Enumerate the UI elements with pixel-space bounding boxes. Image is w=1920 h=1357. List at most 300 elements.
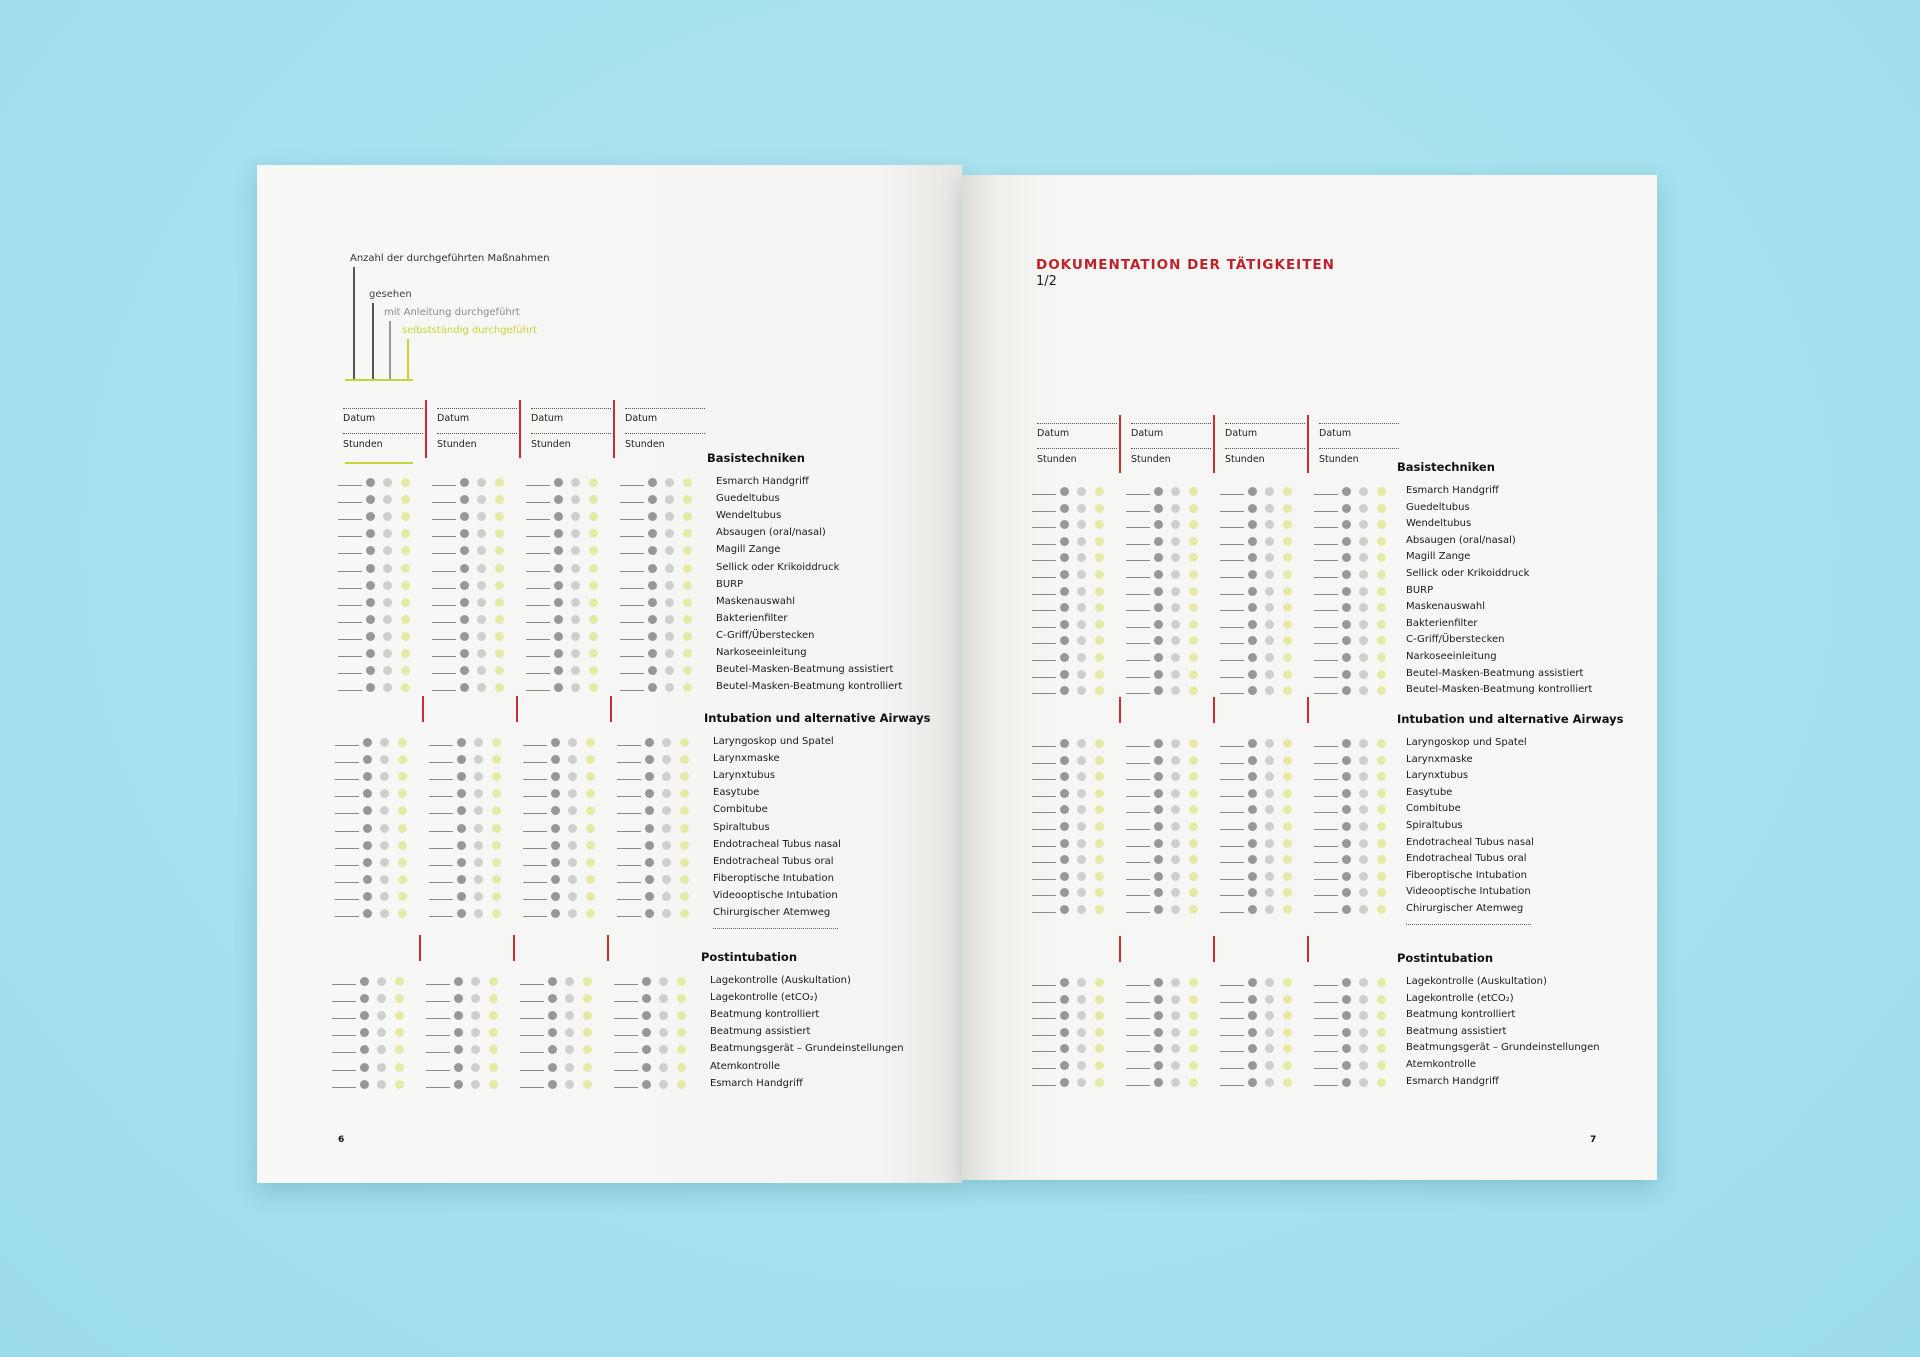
independent-dot[interactable] (1189, 872, 1198, 881)
independent-dot[interactable] (683, 529, 692, 538)
seen-dot[interactable] (1342, 739, 1351, 748)
count-input[interactable] (1314, 862, 1338, 863)
guided-dot[interactable] (1077, 905, 1086, 914)
seen-dot[interactable] (1060, 756, 1069, 765)
seen-dot[interactable] (457, 755, 466, 764)
count-input[interactable] (1314, 560, 1338, 561)
guided-dot[interactable] (1359, 603, 1368, 612)
count-input[interactable] (1220, 594, 1244, 595)
guided-dot[interactable] (1265, 504, 1274, 513)
count-input[interactable] (1220, 643, 1244, 644)
guided-dot[interactable] (1359, 504, 1368, 513)
seen-dot[interactable] (363, 806, 372, 815)
independent-dot[interactable] (680, 738, 689, 747)
independent-dot[interactable] (1095, 686, 1104, 695)
independent-dot[interactable] (495, 666, 504, 675)
count-input[interactable] (335, 745, 359, 746)
guided-dot[interactable] (665, 495, 674, 504)
count-input[interactable] (1314, 544, 1338, 545)
seen-dot[interactable] (1248, 905, 1257, 914)
guided-dot[interactable] (1077, 855, 1086, 864)
guided-dot[interactable] (377, 1063, 386, 1072)
seen-dot[interactable] (1342, 772, 1351, 781)
independent-dot[interactable] (680, 806, 689, 815)
seen-dot[interactable] (551, 824, 560, 833)
seen-dot[interactable] (457, 858, 466, 867)
independent-dot[interactable] (1095, 739, 1104, 748)
guided-dot[interactable] (565, 1028, 574, 1037)
independent-dot[interactable] (1189, 805, 1198, 814)
guided-dot[interactable] (568, 824, 577, 833)
guided-dot[interactable] (477, 615, 486, 624)
count-input[interactable] (526, 553, 550, 554)
count-input[interactable] (332, 1001, 356, 1002)
independent-dot[interactable] (1377, 789, 1386, 798)
seen-dot[interactable] (1342, 520, 1351, 529)
guided-dot[interactable] (565, 994, 574, 1003)
count-input[interactable] (620, 553, 644, 554)
count-input[interactable] (1126, 511, 1150, 512)
guided-dot[interactable] (1359, 620, 1368, 629)
independent-dot[interactable] (492, 909, 501, 918)
independent-dot[interactable] (395, 994, 404, 1003)
guided-dot[interactable] (665, 615, 674, 624)
independent-dot[interactable] (1095, 789, 1104, 798)
independent-dot[interactable] (677, 1028, 686, 1037)
guided-dot[interactable] (471, 994, 480, 1003)
count-input[interactable] (520, 1001, 544, 1002)
count-input[interactable] (432, 690, 456, 691)
count-input[interactable] (1032, 763, 1056, 764)
independent-dot[interactable] (680, 858, 689, 867)
independent-dot[interactable] (1377, 1044, 1386, 1053)
guided-dot[interactable] (659, 1063, 668, 1072)
guided-dot[interactable] (565, 1063, 574, 1072)
count-input[interactable] (1220, 677, 1244, 678)
independent-dot[interactable] (1283, 520, 1292, 529)
count-input[interactable] (1220, 779, 1244, 780)
guided-dot[interactable] (1359, 995, 1368, 1004)
guided-dot[interactable] (571, 649, 580, 658)
independent-dot[interactable] (589, 615, 598, 624)
guided-dot[interactable] (1359, 1044, 1368, 1053)
guided-dot[interactable] (1265, 839, 1274, 848)
guided-dot[interactable] (568, 806, 577, 815)
seen-dot[interactable] (551, 806, 560, 815)
count-input[interactable] (617, 796, 641, 797)
independent-dot[interactable] (680, 789, 689, 798)
independent-dot[interactable] (1283, 789, 1292, 798)
count-input[interactable] (1220, 1068, 1244, 1069)
independent-dot[interactable] (680, 824, 689, 833)
seen-dot[interactable] (1248, 839, 1257, 848)
seen-dot[interactable] (551, 738, 560, 747)
seen-dot[interactable] (363, 858, 372, 867)
seen-dot[interactable] (1248, 805, 1257, 814)
seen-dot[interactable] (457, 892, 466, 901)
seen-dot[interactable] (457, 841, 466, 850)
independent-dot[interactable] (1377, 520, 1386, 529)
seen-dot[interactable] (554, 598, 563, 607)
seen-dot[interactable] (554, 512, 563, 521)
seen-dot[interactable] (1154, 587, 1163, 596)
independent-dot[interactable] (1095, 520, 1104, 529)
seen-dot[interactable] (457, 909, 466, 918)
guided-dot[interactable] (477, 649, 486, 658)
independent-dot[interactable] (1189, 855, 1198, 864)
independent-dot[interactable] (1377, 855, 1386, 864)
independent-dot[interactable] (1095, 636, 1104, 645)
independent-dot[interactable] (398, 789, 407, 798)
guided-dot[interactable] (1171, 789, 1180, 798)
independent-dot[interactable] (1377, 570, 1386, 579)
independent-dot[interactable] (401, 546, 410, 555)
independent-dot[interactable] (677, 994, 686, 1003)
independent-dot[interactable] (1283, 487, 1292, 496)
independent-dot[interactable] (589, 683, 598, 692)
independent-dot[interactable] (401, 598, 410, 607)
independent-dot[interactable] (1095, 995, 1104, 1004)
independent-dot[interactable] (589, 546, 598, 555)
guided-dot[interactable] (1359, 520, 1368, 529)
count-input[interactable] (526, 690, 550, 691)
count-input[interactable] (1032, 544, 1056, 545)
independent-dot[interactable] (1189, 537, 1198, 546)
guided-dot[interactable] (471, 977, 480, 986)
independent-dot[interactable] (1283, 1011, 1292, 1020)
guided-dot[interactable] (1171, 888, 1180, 897)
count-input[interactable] (1314, 527, 1338, 528)
count-input[interactable] (429, 882, 453, 883)
seen-dot[interactable] (454, 994, 463, 1003)
independent-dot[interactable] (589, 529, 598, 538)
count-input[interactable] (617, 762, 641, 763)
seen-dot[interactable] (648, 683, 657, 692)
guided-dot[interactable] (571, 495, 580, 504)
independent-dot[interactable] (395, 1045, 404, 1054)
count-input[interactable] (1314, 610, 1338, 611)
count-input[interactable] (1126, 527, 1150, 528)
guided-dot[interactable] (383, 546, 392, 555)
seen-dot[interactable] (642, 994, 651, 1003)
seen-dot[interactable] (460, 683, 469, 692)
seen-dot[interactable] (1154, 822, 1163, 831)
seen-dot[interactable] (548, 1045, 557, 1054)
guided-dot[interactable] (1171, 822, 1180, 831)
seen-dot[interactable] (648, 546, 657, 555)
independent-dot[interactable] (1377, 686, 1386, 695)
independent-dot[interactable] (401, 581, 410, 590)
count-input[interactable] (1126, 763, 1150, 764)
count-input[interactable] (620, 588, 644, 589)
count-input[interactable] (426, 1018, 450, 1019)
seen-dot[interactable] (366, 683, 375, 692)
seen-dot[interactable] (363, 789, 372, 798)
seen-dot[interactable] (1342, 670, 1351, 679)
guided-dot[interactable] (1171, 653, 1180, 662)
independent-dot[interactable] (1189, 686, 1198, 695)
guided-dot[interactable] (571, 615, 580, 624)
seen-dot[interactable] (548, 1011, 557, 1020)
seen-dot[interactable] (363, 909, 372, 918)
seen-dot[interactable] (1060, 1078, 1069, 1087)
count-input[interactable] (332, 984, 356, 985)
independent-dot[interactable] (398, 909, 407, 918)
seen-dot[interactable] (363, 875, 372, 884)
count-input[interactable] (1220, 1051, 1244, 1052)
seen-dot[interactable] (645, 755, 654, 764)
guided-dot[interactable] (380, 738, 389, 747)
seen-dot[interactable] (1248, 822, 1257, 831)
count-input[interactable] (335, 865, 359, 866)
count-input[interactable] (1220, 862, 1244, 863)
guided-dot[interactable] (377, 1080, 386, 1089)
seen-dot[interactable] (1060, 553, 1069, 562)
guided-dot[interactable] (1171, 1078, 1180, 1087)
independent-dot[interactable] (1283, 995, 1292, 1004)
seen-dot[interactable] (1060, 905, 1069, 914)
seen-dot[interactable] (460, 666, 469, 675)
count-input[interactable] (1032, 1068, 1056, 1069)
independent-dot[interactable] (1095, 537, 1104, 546)
count-input[interactable] (338, 673, 362, 674)
count-input[interactable] (1220, 1018, 1244, 1019)
independent-dot[interactable] (1189, 670, 1198, 679)
seen-dot[interactable] (1060, 1044, 1069, 1053)
independent-dot[interactable] (1283, 504, 1292, 513)
date-field[interactable] (1225, 423, 1305, 424)
guided-dot[interactable] (1077, 756, 1086, 765)
count-input[interactable] (1314, 627, 1338, 628)
guided-dot[interactable] (383, 632, 392, 641)
guided-dot[interactable] (662, 755, 671, 764)
count-input[interactable] (614, 1018, 638, 1019)
independent-dot[interactable] (1189, 520, 1198, 529)
count-input[interactable] (614, 984, 638, 985)
count-input[interactable] (429, 762, 453, 763)
seen-dot[interactable] (1154, 487, 1163, 496)
independent-dot[interactable] (1283, 1061, 1292, 1070)
count-input[interactable] (1032, 895, 1056, 896)
seen-dot[interactable] (1060, 636, 1069, 645)
seen-dot[interactable] (1154, 504, 1163, 513)
seen-dot[interactable] (551, 875, 560, 884)
guided-dot[interactable] (383, 495, 392, 504)
seen-dot[interactable] (648, 564, 657, 573)
guided-dot[interactable] (1171, 839, 1180, 848)
hours-field[interactable] (531, 433, 611, 434)
seen-dot[interactable] (1154, 789, 1163, 798)
count-input[interactable] (1126, 1085, 1150, 1086)
independent-dot[interactable] (492, 892, 501, 901)
guided-dot[interactable] (1359, 636, 1368, 645)
independent-dot[interactable] (1283, 855, 1292, 864)
count-input[interactable] (1126, 912, 1150, 913)
guided-dot[interactable] (665, 564, 674, 573)
count-input[interactable] (526, 536, 550, 537)
guided-dot[interactable] (1171, 1011, 1180, 1020)
count-input[interactable] (1032, 1018, 1056, 1019)
independent-dot[interactable] (1377, 1078, 1386, 1087)
seen-dot[interactable] (551, 789, 560, 798)
guided-dot[interactable] (1077, 1011, 1086, 1020)
seen-dot[interactable] (1248, 670, 1257, 679)
independent-dot[interactable] (495, 598, 504, 607)
independent-dot[interactable] (401, 615, 410, 624)
independent-dot[interactable] (586, 755, 595, 764)
seen-dot[interactable] (1060, 537, 1069, 546)
seen-dot[interactable] (366, 546, 375, 555)
seen-dot[interactable] (648, 615, 657, 624)
guided-dot[interactable] (571, 581, 580, 590)
seen-dot[interactable] (1060, 487, 1069, 496)
seen-dot[interactable] (1342, 789, 1351, 798)
seen-dot[interactable] (645, 841, 654, 850)
independent-dot[interactable] (492, 772, 501, 781)
count-input[interactable] (617, 848, 641, 849)
seen-dot[interactable] (1060, 789, 1069, 798)
guided-dot[interactable] (474, 909, 483, 918)
guided-dot[interactable] (1077, 1028, 1086, 1037)
seen-dot[interactable] (645, 806, 654, 815)
count-input[interactable] (1314, 693, 1338, 694)
independent-dot[interactable] (401, 564, 410, 573)
guided-dot[interactable] (1077, 789, 1086, 798)
seen-dot[interactable] (548, 1063, 557, 1072)
guided-dot[interactable] (471, 1011, 480, 1020)
independent-dot[interactable] (1095, 587, 1104, 596)
guided-dot[interactable] (1171, 620, 1180, 629)
seen-dot[interactable] (1060, 888, 1069, 897)
independent-dot[interactable] (1095, 603, 1104, 612)
independent-dot[interactable] (1377, 905, 1386, 914)
independent-dot[interactable] (683, 666, 692, 675)
date-field[interactable] (1037, 423, 1117, 424)
seen-dot[interactable] (454, 1063, 463, 1072)
independent-dot[interactable] (401, 666, 410, 675)
count-input[interactable] (617, 779, 641, 780)
date-field[interactable] (437, 408, 517, 409)
independent-dot[interactable] (586, 806, 595, 815)
count-input[interactable] (1032, 511, 1056, 512)
count-input[interactable] (1220, 812, 1244, 813)
guided-dot[interactable] (471, 1028, 480, 1037)
guided-dot[interactable] (1077, 504, 1086, 513)
guided-dot[interactable] (1265, 905, 1274, 914)
guided-dot[interactable] (568, 755, 577, 764)
guided-dot[interactable] (380, 755, 389, 764)
count-input[interactable] (1314, 985, 1338, 986)
seen-dot[interactable] (360, 1028, 369, 1037)
independent-dot[interactable] (1283, 756, 1292, 765)
count-input[interactable] (1220, 1085, 1244, 1086)
count-input[interactable] (335, 779, 359, 780)
guided-dot[interactable] (1171, 553, 1180, 562)
independent-dot[interactable] (1377, 537, 1386, 546)
seen-dot[interactable] (642, 1045, 651, 1054)
hours-field[interactable] (1319, 448, 1399, 449)
count-input[interactable] (432, 519, 456, 520)
seen-dot[interactable] (1248, 1028, 1257, 1037)
seen-dot[interactable] (1342, 537, 1351, 546)
guided-dot[interactable] (568, 841, 577, 850)
seen-dot[interactable] (460, 598, 469, 607)
seen-dot[interactable] (1154, 772, 1163, 781)
independent-dot[interactable] (680, 909, 689, 918)
count-input[interactable] (426, 1001, 450, 1002)
independent-dot[interactable] (492, 858, 501, 867)
count-input[interactable] (1220, 985, 1244, 986)
count-input[interactable] (526, 519, 550, 520)
extra-item-field[interactable] (713, 928, 838, 929)
guided-dot[interactable] (1077, 620, 1086, 629)
guided-dot[interactable] (1359, 888, 1368, 897)
guided-dot[interactable] (1171, 805, 1180, 814)
seen-dot[interactable] (1342, 686, 1351, 695)
count-input[interactable] (526, 502, 550, 503)
guided-dot[interactable] (565, 977, 574, 986)
guided-dot[interactable] (1265, 739, 1274, 748)
guided-dot[interactable] (1171, 504, 1180, 513)
independent-dot[interactable] (395, 1011, 404, 1020)
count-input[interactable] (520, 984, 544, 985)
guided-dot[interactable] (1265, 772, 1274, 781)
count-input[interactable] (523, 762, 547, 763)
count-input[interactable] (335, 813, 359, 814)
guided-dot[interactable] (1359, 789, 1368, 798)
count-input[interactable] (335, 796, 359, 797)
independent-dot[interactable] (1189, 739, 1198, 748)
independent-dot[interactable] (1377, 739, 1386, 748)
count-input[interactable] (523, 796, 547, 797)
independent-dot[interactable] (583, 1045, 592, 1054)
guided-dot[interactable] (571, 564, 580, 573)
guided-dot[interactable] (477, 495, 486, 504)
guided-dot[interactable] (474, 755, 483, 764)
count-input[interactable] (614, 1001, 638, 1002)
guided-dot[interactable] (665, 632, 674, 641)
guided-dot[interactable] (1077, 978, 1086, 987)
independent-dot[interactable] (395, 1063, 404, 1072)
seen-dot[interactable] (360, 1011, 369, 1020)
independent-dot[interactable] (1095, 653, 1104, 662)
count-input[interactable] (1314, 594, 1338, 595)
seen-dot[interactable] (1248, 686, 1257, 695)
seen-dot[interactable] (454, 1080, 463, 1089)
seen-dot[interactable] (642, 1028, 651, 1037)
seen-dot[interactable] (1060, 603, 1069, 612)
seen-dot[interactable] (1342, 487, 1351, 496)
count-input[interactable] (432, 588, 456, 589)
count-input[interactable] (1126, 879, 1150, 880)
independent-dot[interactable] (583, 994, 592, 1003)
seen-dot[interactable] (1342, 1028, 1351, 1037)
count-input[interactable] (1126, 1051, 1150, 1052)
seen-dot[interactable] (1060, 872, 1069, 881)
count-input[interactable] (620, 485, 644, 486)
guided-dot[interactable] (1077, 553, 1086, 562)
count-input[interactable] (523, 916, 547, 917)
seen-dot[interactable] (363, 738, 372, 747)
guided-dot[interactable] (1077, 537, 1086, 546)
count-input[interactable] (338, 502, 362, 503)
seen-dot[interactable] (460, 529, 469, 538)
seen-dot[interactable] (360, 1080, 369, 1089)
guided-dot[interactable] (1077, 805, 1086, 814)
guided-dot[interactable] (380, 892, 389, 901)
seen-dot[interactable] (1342, 587, 1351, 596)
independent-dot[interactable] (1189, 587, 1198, 596)
